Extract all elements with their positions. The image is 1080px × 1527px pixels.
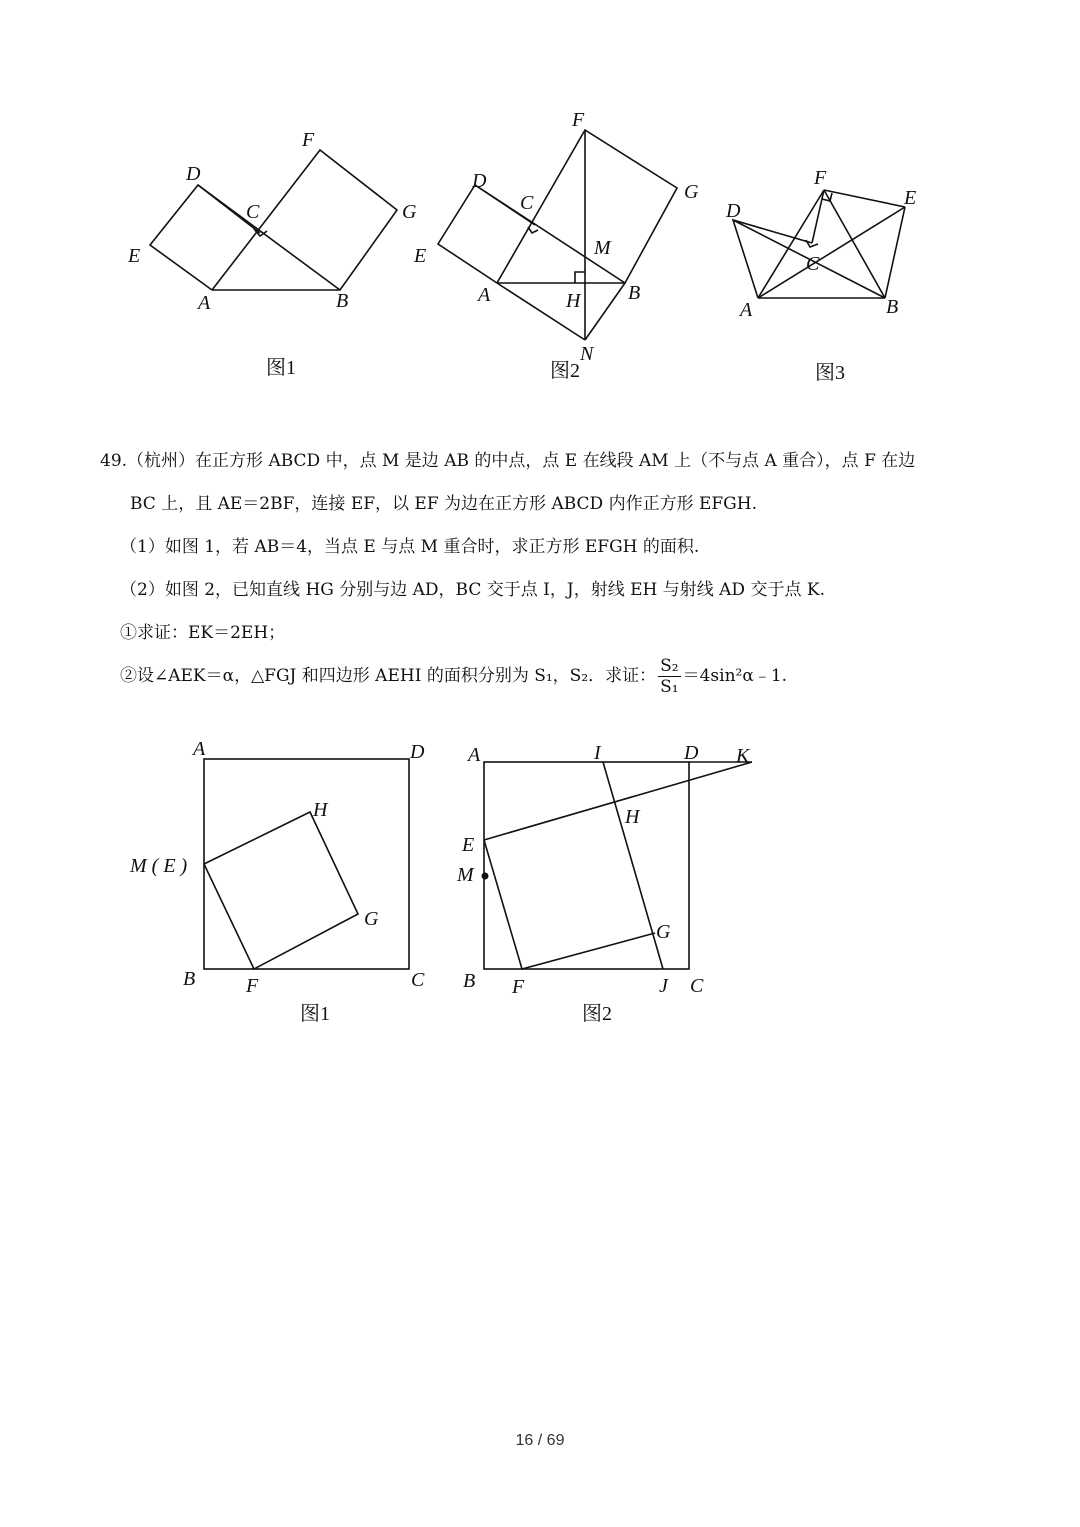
fig2-right-angle-mark-c (528, 227, 538, 233)
problem-statement-line-1: （杭州）在正方形 ABCD 中，点 M 是边 AB 的中点，点 E 在线段 AM 上（不与点 A 重合），点 F 在边 (127, 451, 916, 471)
fig1-square-adce (150, 185, 260, 290)
b-fig1-label-m-e: M ( E ) (130, 855, 188, 877)
fig3-label-d: D (726, 200, 741, 222)
problem-sub-1: ①求证：EK＝2EH； (120, 623, 286, 643)
fig3-label-f: F (814, 167, 827, 189)
b-fig2-label-c: C (690, 975, 704, 997)
b-fig1-label-g: G (364, 908, 379, 930)
b-fig2-caption: 图2 (582, 1003, 612, 1025)
b-fig2-line-e-f-g (484, 840, 655, 969)
fig3-line-a-d-c (733, 220, 812, 298)
fig3-label-c: C (806, 253, 820, 275)
fig3-line-af (758, 190, 824, 298)
b-fig2-label-m: M (457, 864, 474, 886)
bottom-figure-2 (456, 742, 752, 1025)
top-figure-3 (725, 167, 916, 384)
fig2-label-d: D (472, 170, 487, 192)
problem-sub-2 (100, 655, 1000, 698)
problem-line-1 (100, 440, 1000, 483)
b-fig2-label-i: I (594, 742, 601, 764)
fig2-label-c: C (520, 192, 534, 214)
b-fig1-label-d: D (410, 741, 425, 763)
fig2-line-db (475, 185, 625, 283)
b-fig2-label-b: B (463, 970, 476, 992)
b-fig2-label-k: K (736, 745, 750, 767)
fig1-label-f: F (302, 129, 315, 151)
problem-sub-2-prefix: ②设∠AEK＝α，△FGJ 和四边形 AEHI 的面积分别为 S₁，S₂．求证： (120, 666, 657, 686)
fig3-caption: 图3 (815, 362, 845, 384)
fig3-label-e: E (904, 187, 917, 209)
b-fig1-square-abcd (204, 759, 409, 969)
fig2-label-a: A (478, 284, 491, 306)
fig3-label-a: A (740, 299, 753, 321)
fig1-label-g: G (402, 201, 417, 223)
b-fig1-caption: 图1 (300, 1003, 330, 1025)
b-fig2-ray-ek (484, 762, 752, 840)
b-fig1-square-efgh (204, 812, 358, 969)
problem-number: 49. (100, 451, 128, 471)
fig3-line-eb (885, 207, 905, 298)
b-fig2-label-g: G (656, 921, 671, 943)
b-fig2-label-h: H (625, 806, 640, 828)
top-figure-1 (127, 129, 417, 379)
b-fig1-label-b: B (183, 968, 196, 990)
top-figure-2 (413, 109, 699, 382)
b-fig2-line-ij (603, 762, 663, 969)
fraction-denominator: S₁ (660, 677, 679, 697)
b-fig1-label-c: C (411, 969, 425, 991)
fig2-label-b: B (628, 282, 641, 304)
top-figures (0, 0, 1080, 420)
fig1-label-d: D (186, 163, 201, 185)
bottom-figure-1 (129, 738, 425, 1025)
b-fig2-label-e: E (462, 834, 475, 856)
fig1-line-db (198, 185, 340, 290)
problem-sub-2-suffix: ＝4sin²α﹣1. (682, 666, 788, 686)
fig1-label-a: A (198, 292, 211, 314)
b-fig2-point-m (482, 873, 489, 880)
fig2-label-f: F (572, 109, 585, 131)
b-fig2-label-a: A (468, 744, 481, 766)
fig2-label-g: G (684, 181, 699, 203)
b-fig1-label-h: H (313, 799, 328, 821)
fig3-line-fc (812, 190, 824, 243)
fig1-caption: 图1 (266, 357, 296, 379)
b-fig2-label-j: J (659, 975, 668, 997)
b-fig2-label-d: D (684, 742, 699, 764)
fig2-right-angle-mark-h (575, 272, 585, 283)
b-fig2-label-f: F (512, 976, 525, 998)
fraction-s2-over-s1 (658, 656, 680, 697)
fig3-line-ae (758, 207, 905, 298)
page-number: 16 / 69 (515, 1432, 565, 1449)
fig3-label-b: B (886, 296, 899, 318)
problem-part-2: （2）如图 2，已知直线 HG 分别与边 AD，BC 交于点 I，J，射线 EH 与射线 AD 交于点 K. (120, 580, 825, 600)
fig2-label-n: N (580, 343, 594, 365)
fig1-label-b: B (336, 290, 349, 312)
fraction-numerator: S₂ (660, 656, 679, 676)
problem-49 (100, 440, 1000, 698)
fig1-label-e: E (128, 245, 141, 267)
b-fig2-square-abcd (484, 762, 689, 969)
problem-part-1: （1）如图 1，若 AB＝4，当点 E 与点 M 重合时，求正方形 EFGH 的面积. (120, 537, 700, 557)
fig2-label-m: M (594, 237, 611, 259)
fig2-caption: 图2 (550, 360, 580, 382)
fig3-line-fe (824, 190, 905, 207)
fig1-square-abgf (212, 150, 397, 290)
b-fig1-label-a: A (193, 738, 206, 760)
fig2-label-e: E (414, 245, 427, 267)
fig2-label-h: H (566, 290, 581, 312)
problem-statement-line-2: BC 上，且 AE＝2BF，连接 EF，以 EF 为边在正方形 ABCD 内作正方形 EFGH. (130, 494, 757, 514)
fig2-line-nb (585, 283, 625, 340)
b-fig1-label-f: F (246, 975, 259, 997)
fig1-label-c: C (246, 201, 260, 223)
